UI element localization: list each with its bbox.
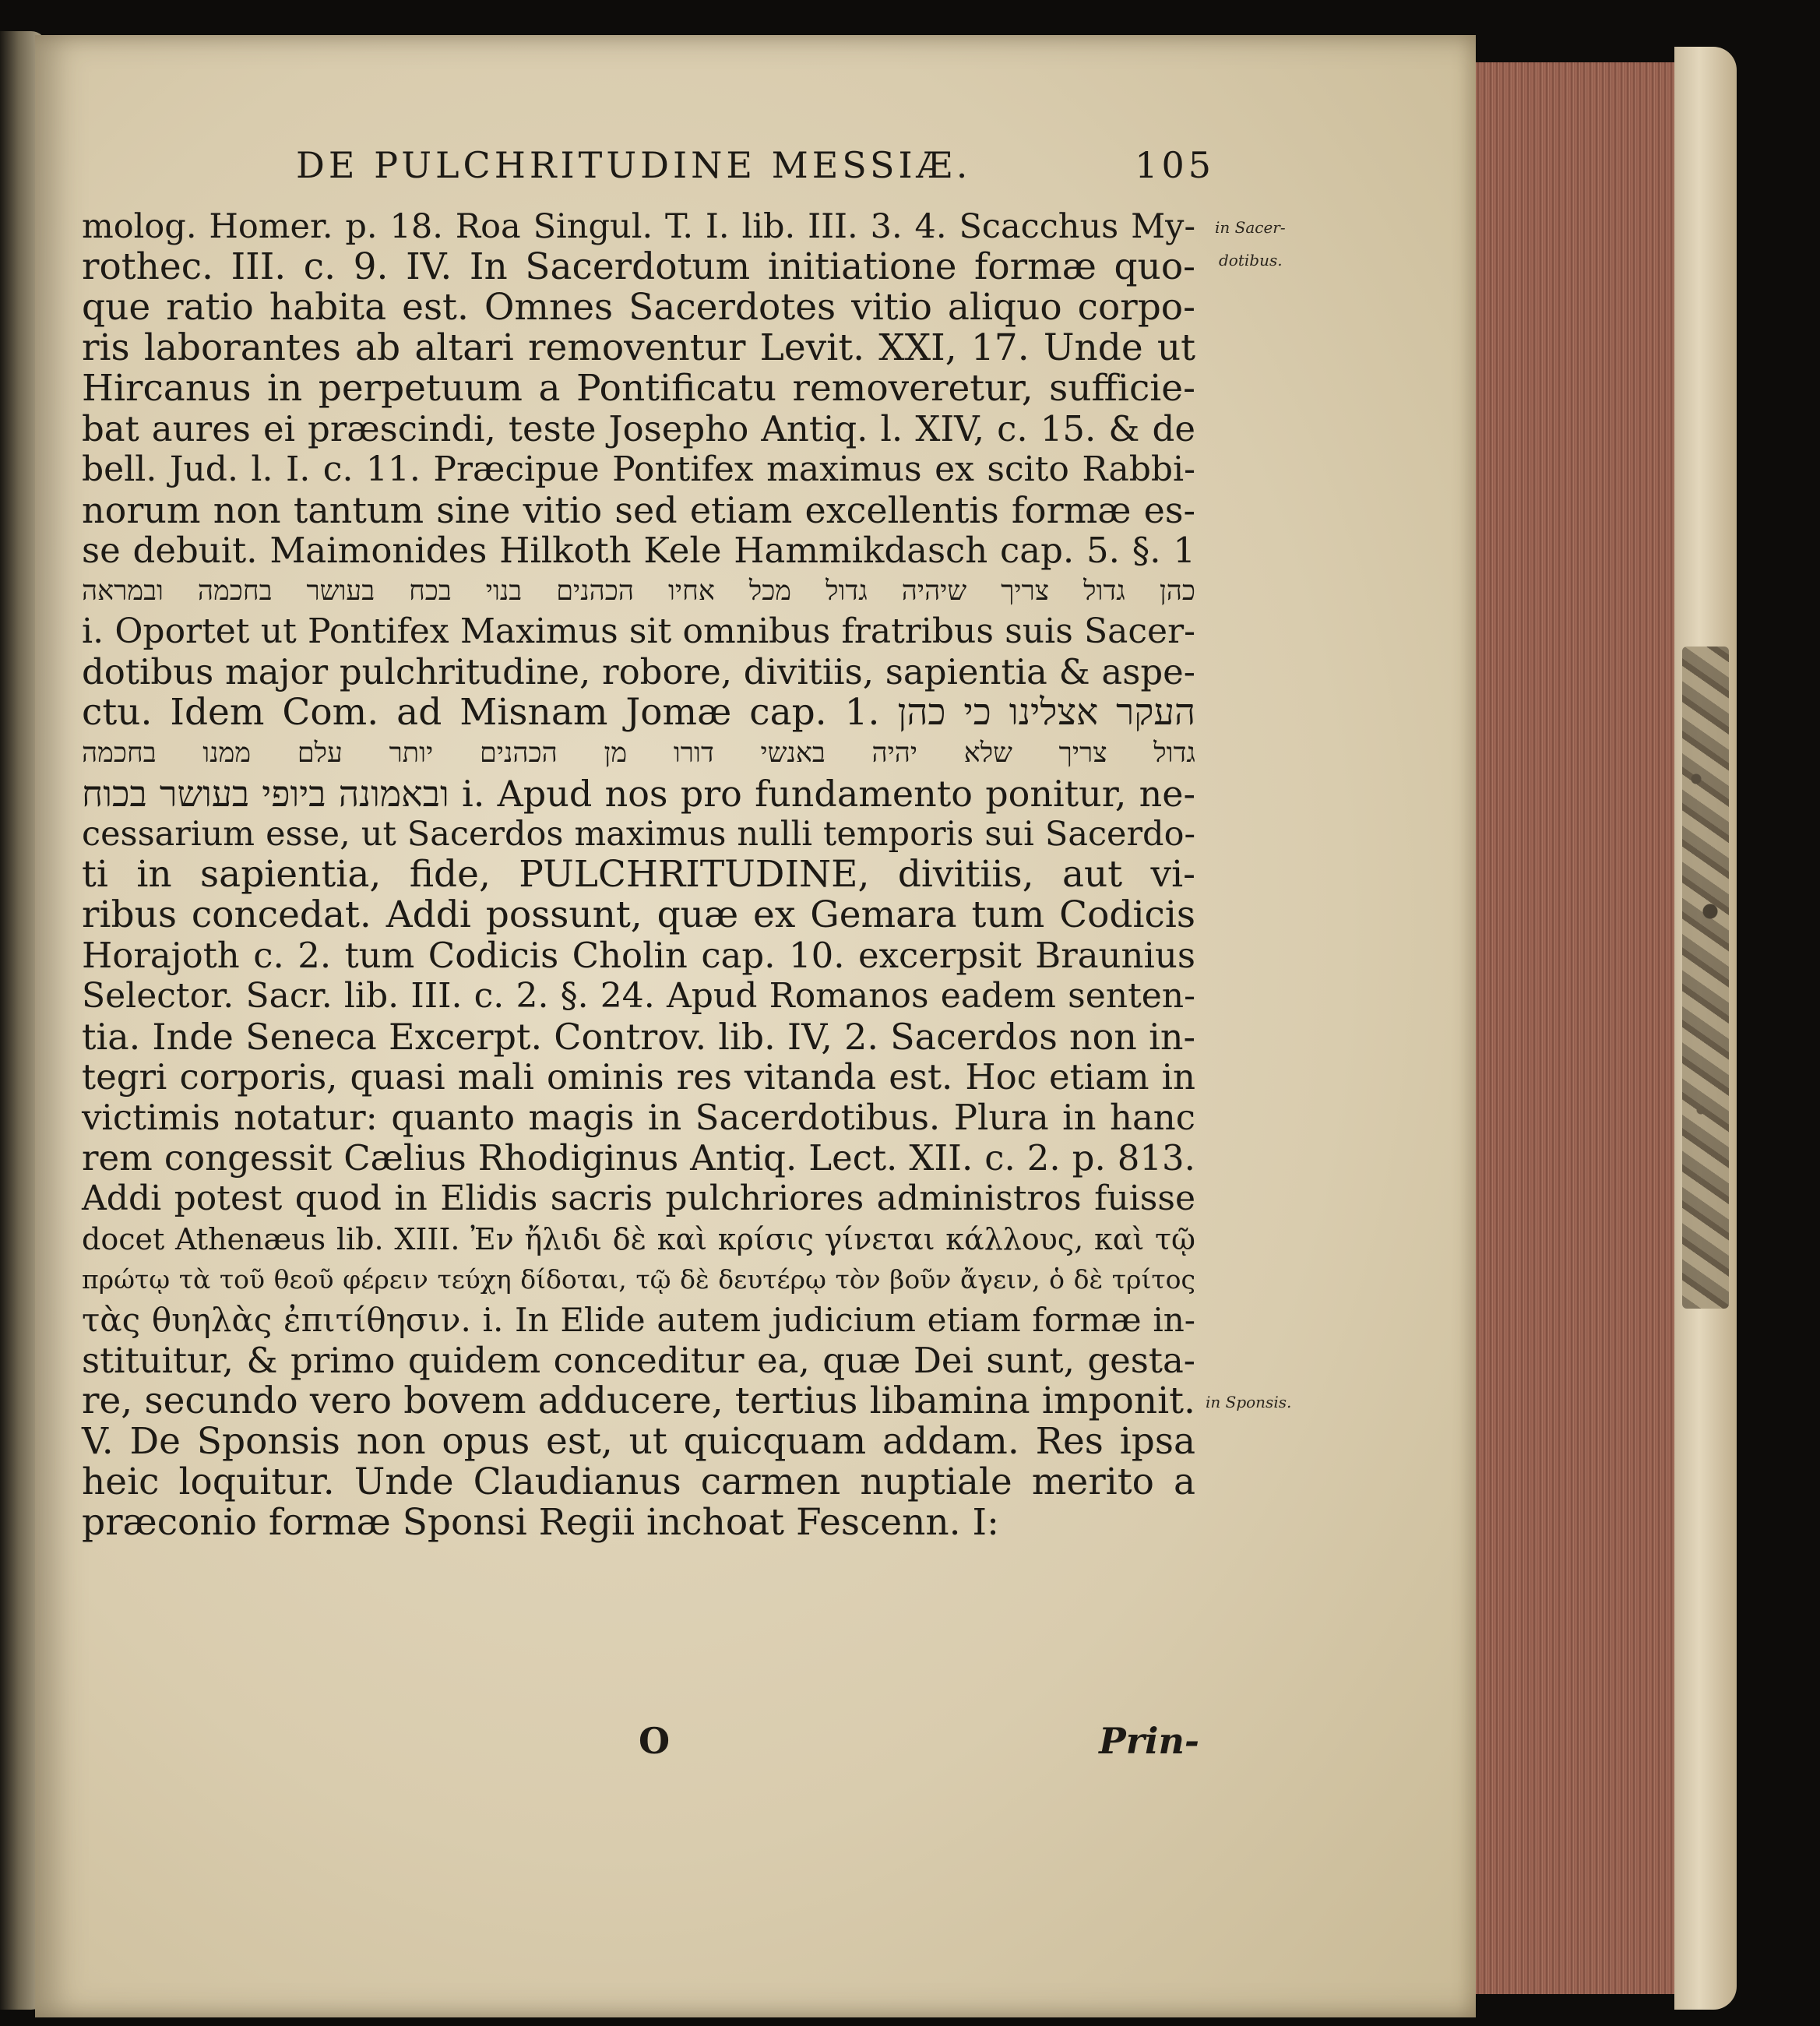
text-line: Selector. Sacr. lib. III. c. 2. §. 24. Apud Romanos eadem senten- (82, 976, 1195, 1016)
text-line: Hircanus in perpetuum a Pontificatu removeretur, sufficie- (82, 367, 1195, 410)
text-line: cessarium esse, ut Sacerdos maximus nulli temporis sui Sacerdo- (82, 815, 1195, 854)
text-line: stituitur, & primo quidem conceditur ea, quæ Dei sunt, gesta- (82, 1340, 1195, 1381)
running-head (296, 144, 1215, 186)
text-line: Horajoth c. 2. tum Codicis Cholin cap. 10. excerpsit Braunius (82, 935, 1195, 976)
text-line: rem congessit Cælius Rhodiginus Antiq. Lect. XII. c. 2. p. 813. (82, 1137, 1195, 1179)
text-line: norum non tantum sine vitio sed etiam excellentis formæ es- (82, 489, 1195, 531)
text-line: victimis notatur: quanto magis in Sacerdotibus. Plura in hanc (82, 1097, 1195, 1138)
text-line: re, secundo vero bovem adducere, tertius libamina imponit. (82, 1379, 1195, 1422)
text-line: i. Oportet ut Pontifex Maximus sit omnibus fratribus suis Sacer- (82, 611, 1195, 651)
text-line: ribus concedat. Addi possunt, quæ ex Gemara tum Codicis (82, 893, 1195, 936)
text-line: tegri corporis, quasi mali ominis res vitanda est. Hoc etiam in (82, 1056, 1195, 1098)
text-line: ris laborantes ab altari removentur Levit. XXI, 17. Unde ut (82, 326, 1195, 369)
text-line: bat aures ei præscindi, teste Josepho Antiq. l. XIV, c. 15. & de (82, 408, 1195, 449)
text-line: heic loquitur. Unde Claudianus carmen nuptiale merito a (82, 1460, 1195, 1503)
text-line: que ratio habita est. Omnes Sacerdotes vitio aliquo corpo- (82, 286, 1195, 329)
page-edges (1468, 62, 1686, 1994)
marbled-endpaper (1682, 647, 1729, 1309)
text-line: dotibus major pulchritudine, robore, divitiis, sapientia & aspe- (82, 651, 1195, 692)
hebrew-line: גדול צריך שלא יהיה באנשי דורו מן הכהנים יותר עלם ממנו בחכמה (82, 738, 1195, 769)
margin-note: in Sponsis. (1206, 1393, 1292, 1411)
hebrew-line: כהן גדול צריך שיהיה גדול מכל אחיו הכהנים בנוי בכח בעושר בחכמה ובמראה (82, 576, 1195, 607)
text-line: rothec. III. c. 9. IV. In Sacerdotum initiatione formæ quo- (82, 245, 1195, 288)
text-line: tia. Inde Seneca Excerpt. Controv. lib. IV, 2. Sacerdos non in- (82, 1016, 1195, 1058)
margin-note: dotibus. (1219, 251, 1283, 270)
text-line: τὰς θυηλὰς ἐπιτίθησιν. i. In Elide autem judicium etiam formæ in- (82, 1301, 1195, 1339)
text-line: molog. Homer. p. 18. Roa Singul. T. I. lib. III. 3. 4. Scacchus My- (82, 207, 1195, 246)
footer-line (639, 1720, 1199, 1762)
text-line: V. De Sponsis non opus est, ut quicquam addam. Res ipsa (82, 1420, 1195, 1463)
greek-line: πρώτῳ τὰ τοῦ θεοῦ φέρειν τεύχη δίδοται, τῷ δὲ δευτέρῳ τὸν βοῦν ἄγειν, ὁ δὲ τρίτος (82, 1264, 1195, 1295)
text-line: præconio formæ Sponsi Regii inchoat Fescenn. I: (82, 1501, 999, 1544)
margin-note: in Sacer- (1215, 218, 1286, 237)
text-line: bell. Jud. l. I. c. 11. Præcipue Pontifex maximus ex scito Rabbi- (82, 449, 1195, 489)
text-line: ובאמונה ביופי בעושר בכוח i. Apud nos pro fundamento ponitur, ne- (82, 773, 1195, 815)
page-number: 105 (1135, 144, 1215, 186)
text-line: se debuit. Maimonides Hilkoth Kele Hammikdasch cap. 5. §. 1 (82, 530, 1195, 571)
text-line: docet Athenæus lib. XIII. Ἐν ἤλιδι δὲ καὶ κρίσις γίνεται κάλλους, καὶ τῷ (82, 1222, 1195, 1256)
signature-mark: O (639, 1720, 671, 1762)
text-line: ti in sapientia, fide, PULCHRITUDINE, divitiis, aut vi- (82, 853, 1195, 896)
catchword: Prin- (1099, 1720, 1199, 1762)
text-line: Addi potest quod in Elidis sacris pulchriores administros fuisse (82, 1179, 1195, 1218)
running-head-title: DE PULCHRITUDINE MESSIÆ. (296, 144, 972, 186)
text-line: ctu. Idem Com. ad Misnam Jomæ cap. 1. העקר אצלינו כי כהן (82, 691, 1196, 734)
